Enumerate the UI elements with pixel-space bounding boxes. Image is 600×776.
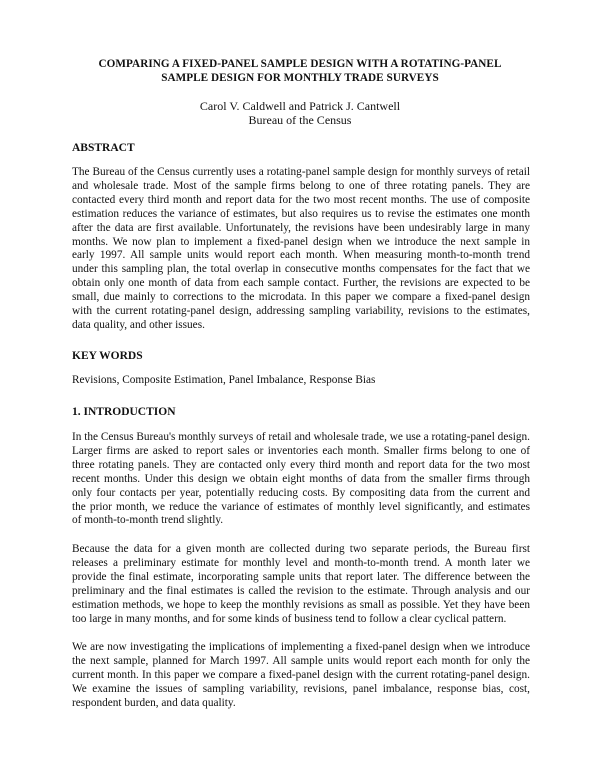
text-line: and wholesale trade. Most of the sample firms belong to one of three rotating panels. They are [72, 179, 530, 192]
text-line: We are now investigating the implications of implementing a fixed-panel design when we introduce [72, 641, 530, 653]
text-line: too large in many months, and for some kinds of business tend to follow a clear cyclical pattern. [72, 612, 507, 625]
text-line: contacted every third month and report data for the two most recent months. The use of composite [72, 193, 530, 206]
text-line: three rotating panels. They are contacted only every third month and report data for the two most [72, 458, 530, 471]
text-line: The Bureau of the Census currently uses a rotating-panel sample design for monthly surveys of retail [72, 166, 530, 178]
text-line: months. We now plan to implement a fixed-panel design when we introduce the next sample in [72, 235, 530, 248]
text-line: after the data are first available. Unfortunately, the revisions have been undesirably large in many [72, 221, 530, 234]
text-line: releases a preliminary estimate for monthly level and month-to-month trend. A month later we [72, 556, 530, 569]
text-line: In the Census Bureau's monthly surveys of retail and wholesale trade, we use a rotating-panel design. [72, 431, 530, 443]
text-line: of month-to-month trend slightly. [72, 514, 224, 527]
text-line: the prior month, we reduce the variance of estimates of monthly level significantly, and estimates [72, 500, 530, 513]
intro-paragraph-2 [72, 543, 530, 626]
abstract-heading: ABSTRACT [72, 142, 135, 154]
text-line: early 1997. All sample units would report each month. When measuring month-to-month trend [72, 249, 530, 262]
intro-paragraph-1 [72, 431, 530, 528]
keywords-text [72, 374, 530, 388]
title-line-2: SAMPLE DESIGN FOR MONTHLY TRADE SURVEYS [161, 72, 439, 84]
introduction-heading: 1. INTRODUCTION [72, 406, 176, 418]
text-line: with the current rotating-panel design, addressing sampling variability, revisions to the estimates, [72, 305, 530, 318]
abstract-body [72, 166, 530, 333]
text-line: current month. In this paper we compare a fixed-panel design with the current rotating-panel design. [72, 668, 530, 681]
text-line: only four contacts per year, potentially reducing costs. By compositing data from the current and [72, 486, 530, 499]
text-line: recent months. Under this design we obtain eight months of data from the smaller firms through [72, 472, 530, 485]
keywords-heading: KEY WORDS [72, 350, 143, 362]
text-line: We examine the issues of sampling variability, revisions, panel imbalance, response bias, cost, [72, 682, 530, 695]
text-line: estimation methods, we hope to keep the monthly revisions as small as possible. Yet they have been [72, 598, 530, 611]
intro-paragraph-3 [72, 641, 530, 711]
text-line: Because the data for a given month are collected during two separate periods, the Bureau first [72, 543, 530, 555]
author-block [72, 99, 528, 127]
title-line-1: COMPARING A FIXED-PANEL SAMPLE DESIGN WITH A ROTATING-PANEL [98, 58, 502, 70]
author-names: Carol V. Caldwell and Patrick J. Cantwell [199, 99, 401, 113]
text-line: preliminary and the final estimates is called the revision to the estimate. Through analysis and our [72, 584, 530, 597]
text-line: Larger firms are asked to report sales or inventories each month. Smaller firms belong to one of [72, 444, 530, 457]
text-line: the next sample, planned for March 1997. All sample units would report each month for only the [72, 654, 530, 667]
author-affiliation: Bureau of the Census [248, 113, 352, 127]
text-line: respondent burden, and data quality. [72, 696, 236, 709]
text-line: data quality, and other issues. [72, 318, 205, 331]
text-line: provide the final estimate, incorporating sample units that report later. The difference between the [72, 570, 530, 583]
text-line: obtain only one month of data from each sample contact. Further, the revisions are expected to be [72, 277, 530, 290]
paper-title [72, 57, 528, 85]
keywords-line: Revisions, Composite Estimation, Panel Imbalance, Response Bias [72, 374, 376, 386]
text-line: estimation reduces the variance of estimates, but also requires us to revise the estimates one month [72, 207, 530, 220]
text-line: under this sampling plan, the total overlap in consecutive months compensates for the fact that we [72, 263, 530, 276]
text-line: small, due mainly to corrections to the microdata. In this paper we compare a fixed-panel design [72, 291, 530, 304]
